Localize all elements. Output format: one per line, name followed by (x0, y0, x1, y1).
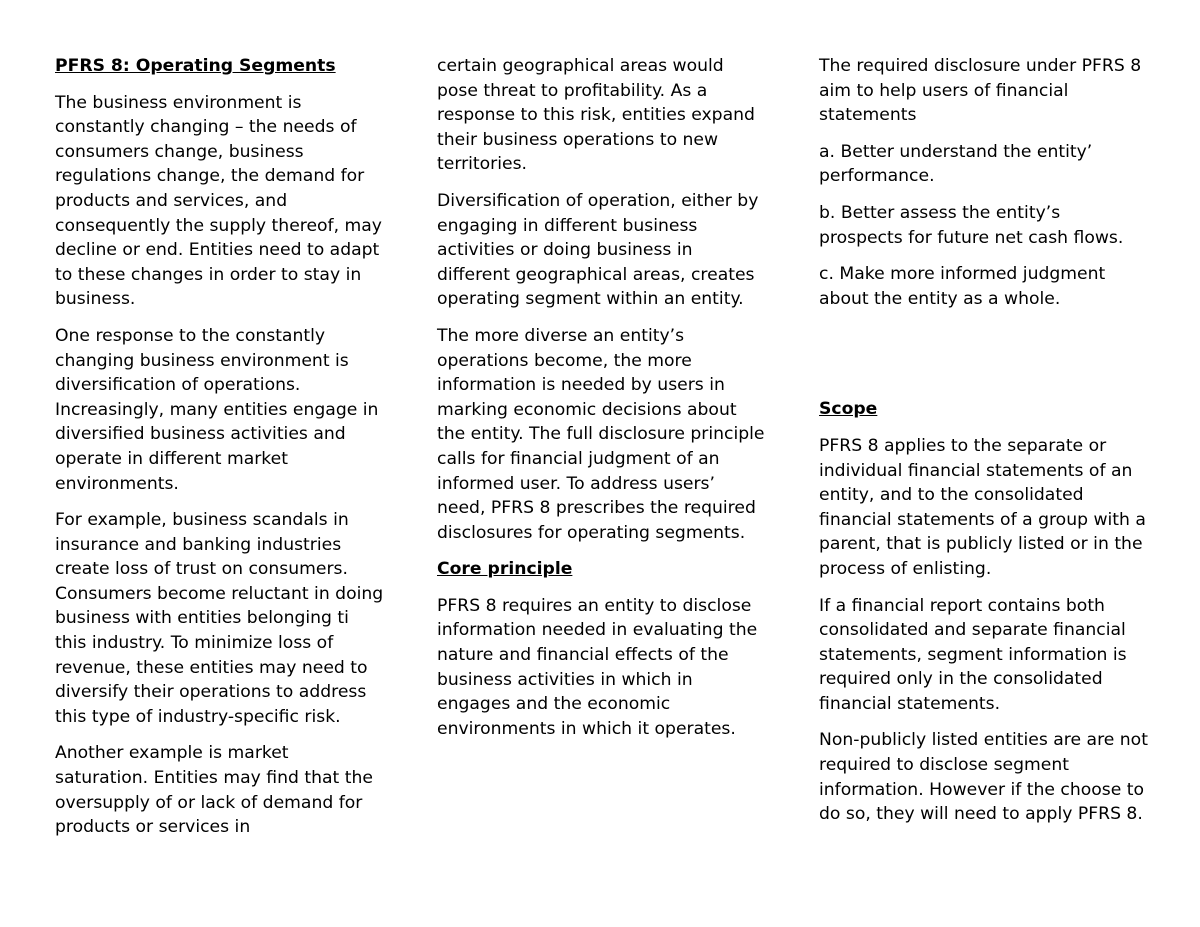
paragraph: Another example is market saturation. Entities may find that the oversupply of or lack of demand for products or services in (55, 743, 373, 838)
list-item: a. Better understand the entity’ performance. (819, 141, 1093, 187)
paragraph: If a financial report contains both consolidated and separate financial statements, segment information is required only in the consolidated financial statements. (819, 595, 1127, 714)
paragraph: One response to the constantly changing business environment is diversification of operations. Increasingly, many entities engage in diversified business activities and operate in different market environments. (55, 325, 379, 494)
paragraph: Diversification of operation, either by engaging in different business activities or doing business in different geographical areas, creates operating segment within an entity. (437, 190, 759, 310)
spacer (819, 323, 1149, 397)
paragraph: The more diverse an entity’s operations become, the more information is needed by users in marking economic decisions about the entity. The full disclosure principle calls for financial judgment of an informed user. To address users’ need, PFRS 8 prescribes the required disclosures for operating segments. (437, 325, 765, 543)
paragraph: The required disclosure under PFRS 8 aim to help users of financial statements (819, 56, 1142, 126)
paragraph: PFRS 8 applies to the separate or individual financial statements of an entity, and to the consolidated financial statements of a group with a parent, that is publicly listed or in the process of enlisting. (819, 435, 1146, 579)
paragraph: PFRS 8 requires an entity to disclose information needed in evaluating the nature and financial effects of the business activities in which in engages and the economic environments in which it operates. (437, 595, 758, 739)
column-2 (437, 54, 767, 753)
column-3 (819, 54, 1149, 839)
paragraph: Non-publicly listed entities are are not required to disclose segment information. However if the choose to do so, they will need to apply PFRS 8. (819, 730, 1148, 825)
document-title: PFRS 8: Operating Segments (55, 56, 336, 76)
list-item: b. Better assess the entity’s prospects for future net cash flows. (819, 202, 1124, 248)
core-principle-heading: Core principle (437, 559, 573, 580)
list-item: c. Make more informed judgment about the entity as a whole. (819, 264, 1106, 309)
paragraph: The business environment is constantly changing – the needs of consumers change, business regulations change, the demand for products and services, and consequently the supply thereof, may decline or end. Entities need to adapt to these changes in order to stay in business. (55, 92, 382, 310)
paragraph: For example, business scandals in insurance and banking industries create loss of trust on consumers. Consumers become reluctant in doing business with entities belonging ti this industry. To minimize loss of revenue, these entities may need to diversify their operations to address this type of industry-specific risk. (55, 510, 384, 727)
paragraph: certain geographical areas would pose threat to profitability. As a response to this risk, entities expand their business operations to new territories. (437, 56, 755, 175)
column-1 (55, 54, 385, 852)
scope-heading: Scope (819, 399, 878, 420)
